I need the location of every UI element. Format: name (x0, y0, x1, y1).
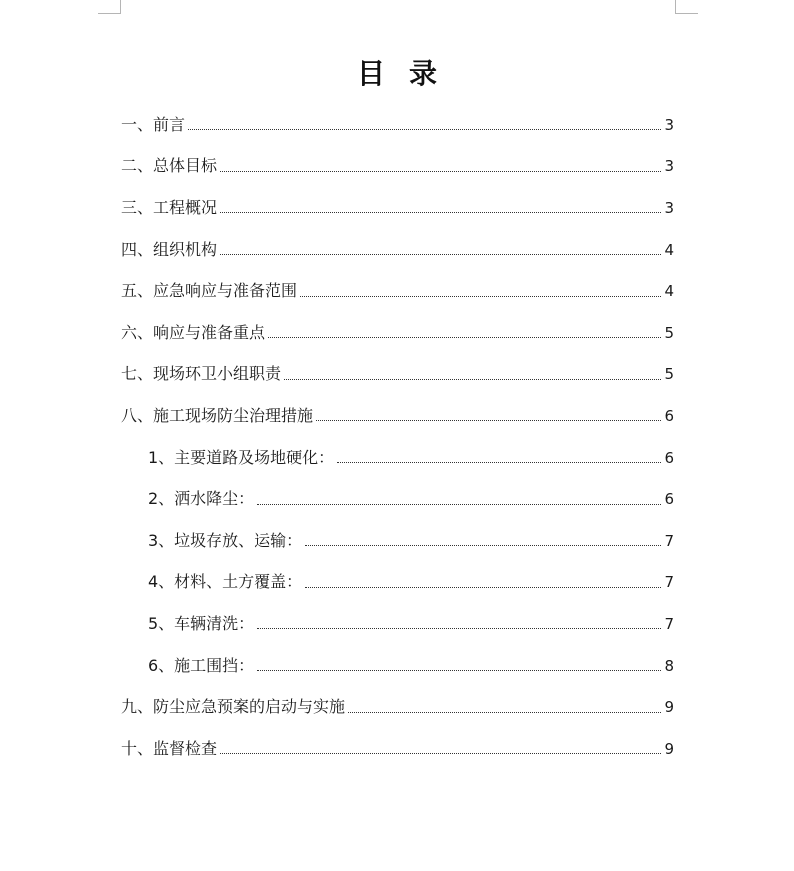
toc-title: 目录 (356, 57, 461, 90)
toc-leader-dots (220, 753, 661, 754)
toc-entry-text: 十、监督检查 (121, 738, 218, 758)
toc-leader-dots (348, 712, 661, 713)
toc-entry-text: 六、响应与准备重点 (121, 322, 266, 342)
page-corner-mark-top-left (98, 0, 121, 14)
toc-subentry[interactable] (121, 437, 674, 479)
toc-entry[interactable] (121, 104, 674, 146)
toc-subentry[interactable] (121, 478, 674, 520)
toc-leader-dots (220, 254, 661, 255)
toc-page-number: 3 (664, 157, 674, 176)
toc-page-number: 4 (664, 282, 674, 301)
toc-page-number: 8 (664, 656, 674, 675)
toc-subentry[interactable] (121, 520, 674, 562)
toc-leader-dots (337, 462, 661, 463)
toc-leader-dots (284, 379, 661, 380)
toc-leader-dots (220, 171, 661, 172)
toc-leader-dots (257, 670, 661, 671)
toc-entry-text: 五、应急响应与准备范围 (121, 281, 298, 301)
toc-leader-dots (257, 628, 661, 629)
toc-page-number: 6 (664, 448, 674, 467)
toc-page-number: 5 (664, 323, 674, 342)
toc-leader-dots (316, 420, 661, 421)
toc-subentry[interactable] (121, 562, 674, 604)
toc-entry[interactable] (121, 728, 674, 770)
toc-entry-text: 八、施工现场防尘治理措施 (121, 405, 314, 425)
toc-entry[interactable] (121, 270, 674, 312)
toc-entry-text: 三、工程概况 (121, 197, 218, 217)
toc-subentry[interactable] (121, 645, 674, 687)
toc-leader-dots (305, 545, 661, 546)
toc-leader-dots (305, 587, 661, 588)
toc-entry[interactable] (121, 146, 674, 188)
toc-page-number: 6 (664, 406, 674, 425)
toc-page-number: 7 (664, 614, 674, 633)
toc-page-number: 7 (664, 531, 674, 550)
toc-page-number: 7 (664, 573, 674, 592)
toc-entry[interactable] (121, 312, 674, 354)
toc-entry[interactable] (121, 686, 674, 728)
toc-entry[interactable] (121, 395, 674, 437)
toc-entry-text: 6、施工围挡： (148, 655, 255, 675)
toc-page-number: 9 (664, 698, 674, 717)
toc-entry-text: 四、组织机构 (121, 239, 218, 259)
page-corner-mark-top-right (675, 0, 698, 14)
toc-leader-dots (300, 296, 661, 297)
toc-subentry[interactable] (121, 603, 674, 645)
toc-page-number: 3 (664, 198, 674, 217)
toc-entry-text: 1、主要道路及场地硬化： (148, 447, 335, 467)
toc-page-number: 9 (664, 739, 674, 758)
toc-entry[interactable] (121, 229, 674, 271)
toc-leader-dots (220, 212, 661, 213)
toc-page-number: 5 (664, 365, 674, 384)
toc-entry-text: 5、车辆清洗： (148, 613, 255, 633)
toc-entry-text: 二、总体目标 (121, 156, 218, 176)
toc-entry-text: 4、材料、土方覆盖： (148, 572, 303, 592)
toc-entry[interactable] (121, 354, 674, 396)
toc-leader-dots (188, 129, 661, 130)
toc-entry-text: 七、现场环卫小组职责 (121, 364, 282, 384)
toc-list (121, 104, 674, 770)
toc-page-number: 6 (664, 490, 674, 509)
toc-leader-dots (268, 337, 661, 338)
toc-entry-text: 2、洒水降尘： (148, 489, 255, 509)
toc-entry[interactable] (121, 187, 674, 229)
toc-page-number: 4 (664, 240, 674, 259)
toc-leader-dots (257, 504, 661, 505)
toc-page-number: 3 (664, 115, 674, 134)
toc-entry-text: 3、垃圾存放、运输： (148, 530, 303, 550)
toc-entry-text: 一、前言 (121, 114, 186, 134)
toc-entry-text: 九、防尘应急预案的启动与实施 (121, 697, 346, 717)
